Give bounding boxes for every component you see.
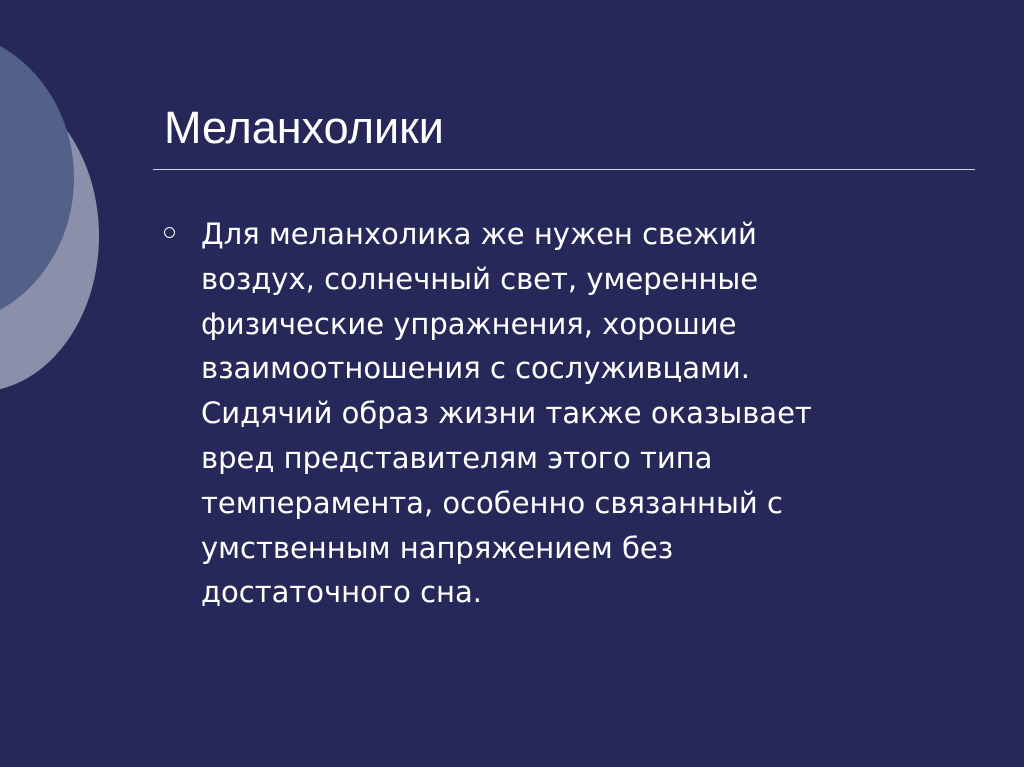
slide-title: Меланхолики [164,102,444,153]
bullet-text: Для меланхолика же нужен свежий воздух, солнечный свет, умеренные физические упражнения, хорошие взаимоотношения с сослуживцами. Сидячий образ жизни также оказывает вред представителям этого типа темперамента, особенно связанный с умственным напряжением без достаточного сна. [201,217,812,610]
hollow-circle-bullet-icon [164,227,175,238]
title-divider [153,169,975,170]
